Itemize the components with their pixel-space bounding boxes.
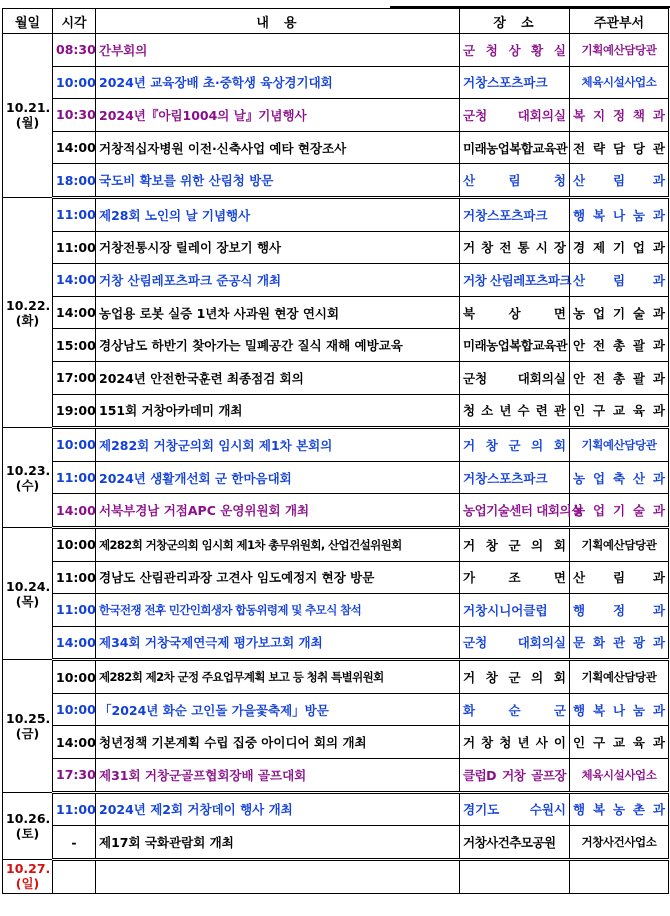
content-cell: 제31회 거창군골프협회장배 골프대회	[96, 759, 460, 793]
time-cell: 14:00	[53, 726, 96, 759]
content-cell: 서북부경남 거점APC 운영위원회 개최	[96, 494, 460, 528]
content-cell: 제282회 제2차 군정 주요업무계획 보고 등 청취 특별위원회	[96, 660, 460, 694]
schedule-row	[3, 296, 669, 329]
top-header-strip	[390, 0, 670, 8]
schedule-row	[3, 428, 669, 462]
schedule-row	[3, 394, 669, 428]
place-cell: 미래농업복합교육관	[460, 131, 570, 164]
content-cell: 제17회 국화관람회 개최	[96, 826, 460, 860]
time-cell: 19:00	[53, 394, 96, 428]
place-cell: 산 림 청	[460, 164, 570, 198]
schedule-row	[3, 527, 669, 561]
content-cell: 151회 거창아카데미 개최	[96, 394, 460, 428]
time-cell: 14:00	[53, 296, 96, 329]
place-cell: 거창스포츠파크	[460, 66, 570, 99]
content-cell: 간부회의	[96, 34, 460, 67]
header-row	[3, 9, 669, 34]
place-cell: 거창시니어클럽	[460, 594, 570, 627]
dept-cell: 안 전 총 괄 과	[570, 329, 669, 362]
dept-cell: 거창사건사업소	[570, 826, 669, 860]
dept-cell: 인 구 교 육 과	[570, 394, 669, 428]
dept-cell: 농 업 기 술 과	[570, 296, 669, 329]
dept-cell: 기획예산담당관	[570, 34, 669, 67]
dept-cell: 문 화 관 광 과	[570, 626, 669, 660]
time-cell: 17:30	[53, 759, 96, 793]
content-cell	[96, 859, 460, 893]
schedule-row	[3, 99, 669, 132]
content-cell: 2024년 교육장배 초·중학생 육상경기대회	[96, 66, 460, 99]
dept-cell: 농 업 축 산 과	[570, 461, 669, 494]
time-cell: 10:00	[53, 527, 96, 561]
schedule-row	[3, 594, 669, 627]
content-cell: 제282회 거창군의회 임시회 제1차 본회의	[96, 428, 460, 462]
dept-cell: 행 정 과	[570, 594, 669, 627]
time-cell: -	[53, 826, 96, 860]
place-cell: 군청 대회의실	[460, 99, 570, 132]
header-content: 내 용	[96, 9, 460, 34]
place-cell	[460, 859, 570, 893]
content-cell: 거창전통시장 릴레이 장보기 행사	[96, 231, 460, 264]
schedule-row	[3, 131, 669, 164]
dept-cell: 산 림 과	[570, 164, 669, 198]
schedule-row	[3, 361, 669, 394]
content-cell: 농업용 로봇 실증 1년차 사과원 현장 연시회	[96, 296, 460, 329]
dept-cell: 산 림 과	[570, 264, 669, 297]
content-cell: 제34회 거창국제연극제 평가보고회 개최	[96, 626, 460, 660]
dept-cell: 행 복 나 눔 과	[570, 197, 669, 231]
schedule-row	[3, 461, 669, 494]
date-cell: 10.21. (월)	[3, 34, 53, 198]
schedule-row	[3, 726, 669, 759]
place-cell: 거창 산림레포츠파크	[460, 264, 570, 297]
place-cell: 거 창 군 의 회	[460, 428, 570, 462]
dept-cell: 인 구 교 육 과	[570, 726, 669, 759]
content-cell: 2024년 생활개선회 군 한마음대회	[96, 461, 460, 494]
place-cell: 거창스포츠파크	[460, 197, 570, 231]
schedule-row	[3, 859, 669, 893]
schedule-row	[3, 264, 669, 297]
time-cell: 10:30	[53, 99, 96, 132]
dept-cell: 체육시설사업소	[570, 759, 669, 793]
content-cell: 2024년『아림1004의 날』기념행사	[96, 99, 460, 132]
date-cell: 10.27. (일)	[3, 859, 53, 893]
content-cell: 2024년 안전한국훈련 최종점검 회의	[96, 361, 460, 394]
place-cell: 화 순 군	[460, 693, 570, 726]
content-cell: 경상남도 하반기 찾아가는 밀폐공간 질식 재해 예방교육	[96, 329, 460, 362]
header-dept: 주관부서	[570, 9, 669, 34]
time-cell: 14:00	[53, 131, 96, 164]
time-cell: 10:00	[53, 66, 96, 99]
place-cell: 거 창 청 년 사 이	[460, 726, 570, 759]
time-cell: 17:00	[53, 361, 96, 394]
time-cell: 14:00	[53, 264, 96, 297]
time-cell: 14:00	[53, 494, 96, 528]
schedule-row	[3, 561, 669, 594]
time-cell	[53, 859, 96, 893]
place-cell: 거 창 군 의 회	[460, 660, 570, 694]
schedule-row	[3, 329, 669, 362]
schedule-row	[3, 164, 669, 198]
schedule-row	[3, 626, 669, 660]
time-cell: 10:00	[53, 693, 96, 726]
header-time: 시각	[53, 9, 96, 34]
dept-cell: 복 지 정 책 과	[570, 99, 669, 132]
header-date: 월일	[3, 9, 53, 34]
time-cell: 14:00	[53, 626, 96, 660]
place-cell: 청 소 년 수 련 관	[460, 394, 570, 428]
place-cell: 거창사건추모공원	[460, 826, 570, 860]
dept-cell: 기획예산담당관	[570, 527, 669, 561]
place-cell: 거 창 전 통 시 장	[460, 231, 570, 264]
place-cell: 군 청 상 황 실	[460, 34, 570, 67]
content-cell: 2024년 제2회 거창데이 행사 개최	[96, 792, 460, 826]
dept-cell: 전 략 담 당 관	[570, 131, 669, 164]
place-cell: 경기도 수원시	[460, 792, 570, 826]
place-cell: 클럽D 거창 골프장	[460, 759, 570, 793]
dept-cell: 기획예산담당관	[570, 428, 669, 462]
time-cell: 18:00	[53, 164, 96, 198]
time-cell: 15:00	[53, 329, 96, 362]
date-cell: 10.22. (화)	[3, 197, 53, 427]
schedule-row	[3, 792, 669, 826]
place-cell: 북 상 면	[460, 296, 570, 329]
schedule-row	[3, 494, 669, 528]
date-cell: 10.25. (금)	[3, 660, 53, 792]
schedule-body	[3, 34, 669, 894]
place-cell: 군청 대회의실	[460, 361, 570, 394]
dept-cell: 농 업 기 술 과	[570, 494, 669, 528]
schedule-row	[3, 34, 669, 67]
schedule-row	[3, 197, 669, 231]
place-cell: 거창스포츠파크	[460, 461, 570, 494]
content-cell: 제28회 노인의 날 기념행사	[96, 197, 460, 231]
content-cell: 국도비 확보를 위한 산림청 방문	[96, 164, 460, 198]
time-cell: 11:00	[53, 461, 96, 494]
content-cell: 「2024년 화순 고인돌 가을꽃축제」방문	[96, 693, 460, 726]
date-cell: 10.26. (토)	[3, 792, 53, 859]
time-cell: 11:00	[53, 792, 96, 826]
header-place: 장 소	[460, 9, 570, 34]
dept-cell: 산 림 과	[570, 561, 669, 594]
time-cell: 10:00	[53, 660, 96, 694]
dept-cell: 경 제 기 업 과	[570, 231, 669, 264]
place-cell: 미래농업복합교육관	[460, 329, 570, 362]
content-cell: 청년정책 기본계획 수립 집중 아이디어 회의 개최	[96, 726, 460, 759]
schedule-row	[3, 66, 669, 99]
time-cell: 11:00	[53, 594, 96, 627]
content-cell: 거창적십자병원 이전·신축사업 예타 현장조사	[96, 131, 460, 164]
place-cell: 군청 대회의실	[460, 626, 570, 660]
dept-cell: 체육시설사업소	[570, 66, 669, 99]
content-cell: 한국전쟁 전후 민간인희생자 합동위령제 및 추모식 참석	[96, 594, 460, 627]
schedule-row	[3, 693, 669, 726]
place-cell: 거 창 군 의 회	[460, 527, 570, 561]
date-cell: 10.23. (수)	[3, 428, 53, 528]
time-cell: 11:00	[53, 231, 96, 264]
dept-cell: 안 전 총 괄 과	[570, 361, 669, 394]
content-cell: 경남도 산림관리과장 고견사 임도예정지 현장 방문	[96, 561, 460, 594]
dept-cell: 행 복 농 촌 과	[570, 792, 669, 826]
schedule-row	[3, 231, 669, 264]
time-cell: 10:00	[53, 428, 96, 462]
time-cell: 11:00	[53, 561, 96, 594]
schedule-row	[3, 826, 669, 860]
content-cell: 거창 산림레포츠파크 준공식 개최	[96, 264, 460, 297]
schedule-row	[3, 660, 669, 694]
time-cell: 11:00	[53, 197, 96, 231]
content-cell: 제282회 거창군의회 임시회 제1차 총무위원회, 산업건설위원회	[96, 527, 460, 561]
place-cell: 농업기술센터 대회의실	[460, 494, 570, 528]
date-cell: 10.24. (목)	[3, 527, 53, 659]
schedule-table	[2, 8, 669, 894]
time-cell: 08:30	[53, 34, 96, 67]
place-cell: 가 조 면	[460, 561, 570, 594]
dept-cell: 기획예산담당관	[570, 660, 669, 694]
schedule-row	[3, 759, 669, 793]
dept-cell: 행 복 나 눔 과	[570, 693, 669, 726]
dept-cell	[570, 859, 669, 893]
